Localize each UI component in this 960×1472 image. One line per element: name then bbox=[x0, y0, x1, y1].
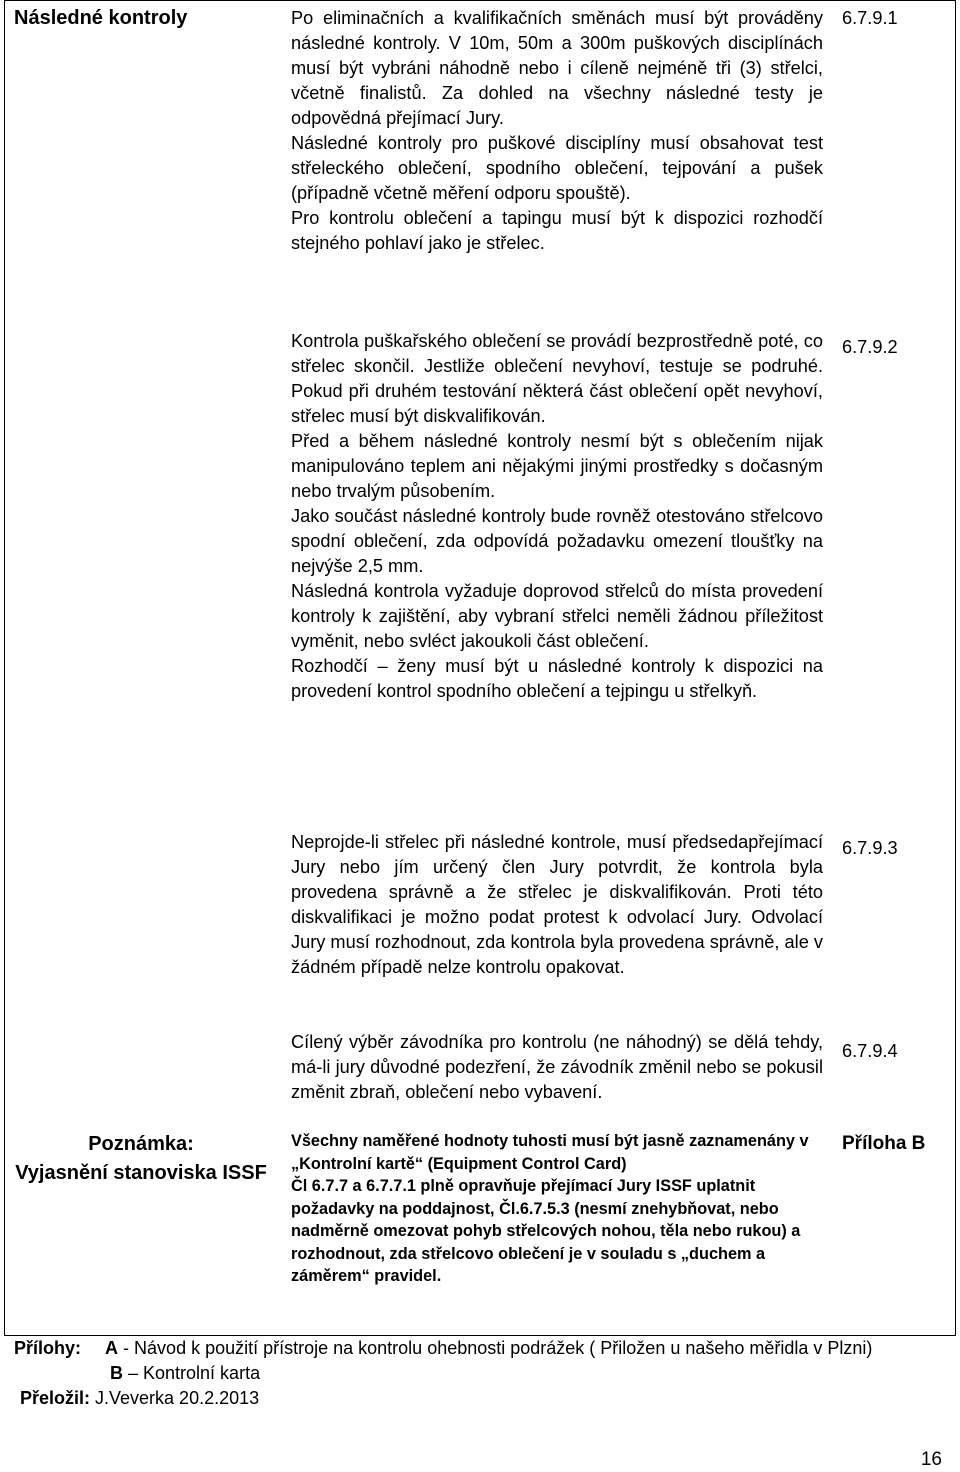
note-subtitle: Vyjasnění stanoviska ISSF bbox=[15, 1162, 267, 1184]
attachment-a-letter: A bbox=[105, 1338, 119, 1358]
attachment-a-text: - Návod k použití přístroje na kontrolu ohebnosti podrážek ( Přiložen u našeho měřidla v Plzni) bbox=[118, 1338, 873, 1358]
ref-6-7-9-4: 6.7.9.4 bbox=[842, 1041, 898, 1061]
section-6-7-9-3-text bbox=[291, 830, 823, 980]
table-border-right bbox=[955, 0, 956, 1335]
paragraph: Jako součást následné kontroly bude rovněž otestováno střelcovo spodní oblečení, zda odpovídá požadavku omezení tloušťky na nejvýše 2,5 mm. bbox=[291, 506, 823, 576]
translated-label: Přeložil: bbox=[20, 1388, 91, 1408]
section-6-7-9-4-text bbox=[291, 1030, 823, 1105]
table-border-top bbox=[4, 0, 956, 1]
attachment-b-text: – Kontrolní karta bbox=[123, 1363, 261, 1383]
section-6-7-9-1-text bbox=[291, 6, 823, 256]
note-title: Poznámka: bbox=[88, 1133, 194, 1155]
attachments-line-a bbox=[14, 1336, 872, 1360]
paragraph: Pro kontrolu oblečení a tapingu musí být k dispozici rozhodčí stejného pohlaví jako je střelec. bbox=[291, 208, 823, 253]
paragraph: Následná kontrola vyžaduje doprovod střelců do místa provedení kontroly k zajištění, aby vybraní střelci neměli žádnou příležitost vyměnit, nebo svléct jakoukoli část oblečení. bbox=[291, 581, 823, 651]
ref-6-7-9-3: 6.7.9.3 bbox=[842, 838, 898, 858]
note-text bbox=[291, 1130, 823, 1288]
ref-attachment-b: Příloha B bbox=[842, 1133, 926, 1154]
paragraph: Následné kontroly pro puškové disciplíny musí obsahovat test střeleckého oblečení, spodního oblečení, tejpování a pušek (případně včetně měření odporu spouště). bbox=[291, 133, 823, 203]
ref-6-7-9-2: 6.7.9.2 bbox=[842, 337, 898, 357]
translator-line bbox=[20, 1386, 259, 1410]
ref-6-7-9-1: 6.7.9.1 bbox=[842, 8, 898, 28]
table-border-left bbox=[4, 0, 5, 1335]
attachment-b-letter: B bbox=[110, 1363, 123, 1383]
paragraph: Cílený výběr závodníka pro kontrolu (ne náhodný) se dělá tehdy, má-li jury důvodné podezření, že závodník změnil nebo se pokusil změnit zbraň, oblečení nebo vybavení. bbox=[291, 1032, 823, 1102]
paragraph: Rozhodčí – ženy musí být u následné kontroly k dispozici na provedení kontrol spodního oblečení a tejpingu u střelkyň. bbox=[291, 656, 823, 701]
attachments-label: Přílohy: bbox=[14, 1338, 82, 1358]
translated-text: J.Veverka 20.2.2013 bbox=[90, 1388, 260, 1408]
note-label bbox=[10, 1130, 272, 1188]
section-title: Následné kontroly bbox=[14, 7, 188, 29]
attachments-line-b bbox=[110, 1361, 260, 1385]
paragraph: Kontrola puškařského oblečení se provádí bezprostředně poté, co střelec skončil. Jestliže oblečení nevyhoví, testuje se podruhé. Pokud při druhém testování některá část oblečení opět nevyhoví, střelec musí být diskvalifikován. bbox=[291, 331, 823, 426]
paragraph: Neprojde-li střelec při následné kontrole, musí předsedapřejímací Jury nebo jím určený člen Jury potvrdit, že kontrola byla provedena správně a že střelec je diskvalifikován. Proti této diskvalifikaci je možno podat protest k odvolací Jury. Odvolací Jury musí rozhodnout, zda kontrola byla provedena správně, ale v žádném případě nelze kontrolu opakovat. bbox=[291, 832, 823, 977]
section-6-7-9-2-text bbox=[291, 329, 823, 704]
paragraph: Před a během následné kontroly nesmí být s oblečením nijak manipulováno teplem ani nějakými jinými prostředky s dočasným nebo trvalým působením. bbox=[291, 431, 823, 501]
page-number: 16 bbox=[920, 1449, 942, 1470]
note-paragraph: Všechny naměřené hodnoty tuhosti musí být jasně zaznamenány v „Kontrolní kartě“ (Equipment Control Card) bbox=[291, 1132, 809, 1173]
note-paragraph: Čl 6.7.7 a 6.7.7.1 plně opravňuje přejímací Jury ISSF uplatnit požadavky na poddajnost, Čl.6.7.5.3 (nesmí znehybňovat, nebo nadměrně omezovat pohyb střelcových nohou, těla nebo rukou) a rozhodnout, zda střelcovo oblečení je v souladu s „duchem a záměrem“ pravidel. bbox=[291, 1177, 801, 1285]
paragraph: Po eliminačních a kvalifikačních směnách musí být prováděny následné kontroly. V 10m, 50m a 300m puškových disciplínách musí být vybráni náhodně nebo i cíleně nejméně tři (3) střelci, včetně finalistů. Za dohled na všechny následné testy je odpovědná přejímací Jury. bbox=[291, 8, 823, 128]
